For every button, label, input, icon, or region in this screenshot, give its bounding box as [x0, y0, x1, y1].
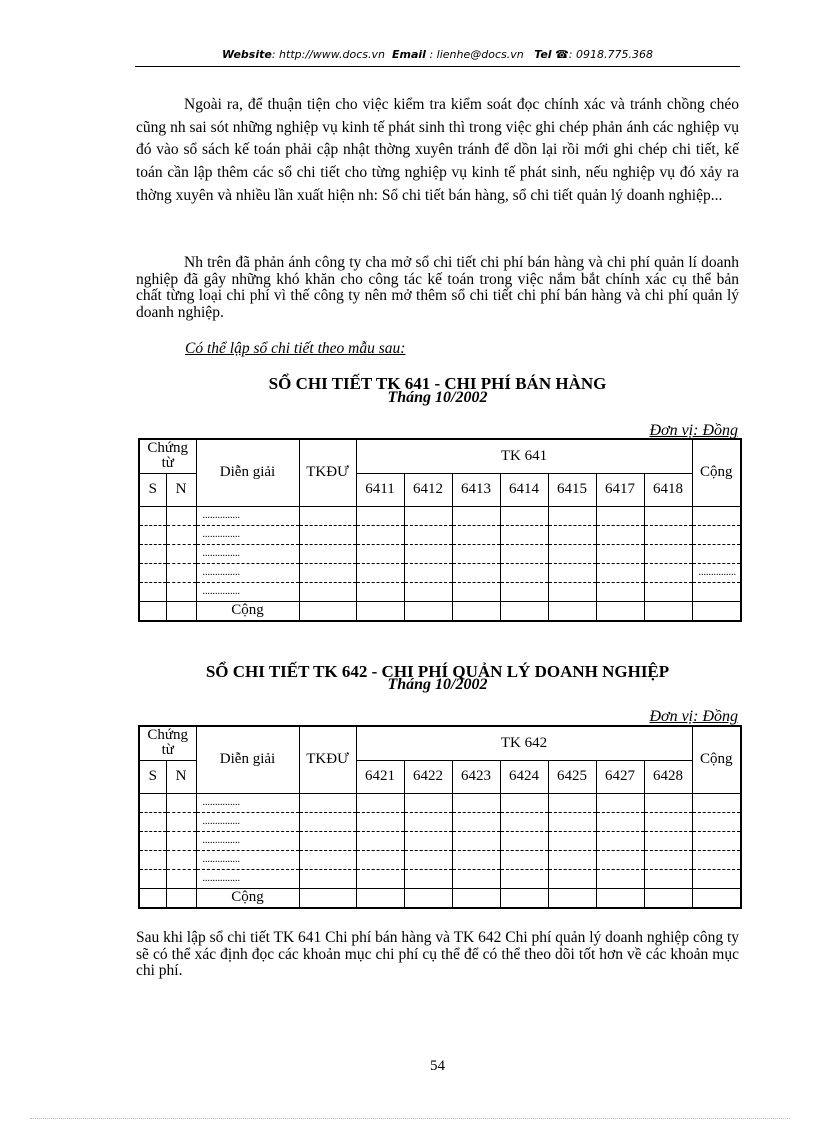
closing-paragraph: Sau khi lập sổ chi tiết TK 641 Chi phí bán hàng và TK 642 Chi phí quản lý doanh nghiệp công ty sẽ có thể xác định đọc các khoản mục chi phí cụ thể để có thể theo dõi tốt hơn về các khoản mục chi phí.	[136, 929, 740, 979]
placeholder-dots: ...............	[196, 506, 299, 525]
paragraph-2: Nh trên đã phản ánh công ty cha mở sổ chi tiết chi phí bán hàng và chi phí quản lí doanh nghiệp đã gây những khó khăn cho công tác kế toán trong việc nắm bắt chính xác cụ thể bản chất từng loại chi phí vì thế công ty nên mở thêm sổ chi tiết chi phí bán hàng và chi phí quản lý doanh nghiệp.	[136, 254, 739, 321]
telephone-icon: ☎	[555, 48, 569, 61]
table-row	[139, 525, 741, 544]
table2-title: SỔ CHI TIẾT TK 642 - CHI PHÍ QUẢN LÝ DOANH NGHIỆP	[205, 662, 670, 681]
table-row	[139, 869, 741, 888]
total-row	[139, 601, 741, 621]
total-label: Cộng	[196, 888, 299, 908]
placeholder-dots: ...............	[196, 582, 299, 601]
table-row	[139, 506, 741, 525]
table1-title: SỔ CHI TIẾT TK 641 - CHI PHÍ BÁN HÀNG	[268, 374, 607, 393]
email-value: : lienhe@docs.vn	[429, 48, 524, 61]
col-group-tk641: TK 641	[356, 439, 692, 473]
col-6413: 6413	[452, 473, 500, 506]
col-6423: 6423	[452, 760, 500, 793]
placeholder-dots: ...............	[196, 869, 299, 888]
table1-unit: Đơn vị: Đồng	[649, 422, 738, 439]
placeholder-dots: ...............	[196, 850, 299, 869]
table-row	[139, 544, 741, 563]
tel-label: Tel	[534, 48, 552, 61]
col-6417: 6417	[596, 473, 644, 506]
col-s: S	[139, 760, 166, 793]
placeholder-dots: ...............	[196, 563, 299, 582]
col-6424: 6424	[500, 760, 548, 793]
email-label: Email	[392, 48, 426, 61]
placeholder-dots: ...............	[692, 563, 741, 582]
total-row	[139, 888, 741, 908]
col-cong: Cộng	[692, 726, 741, 793]
paragraph-1: Ngoài ra, để thuận tiện cho việc kiểm tra kiểm soát đọc chính xác và tránh chồng chéo cũng nh sai sót những nghiệp vụ kinh tế phát sinh thì trong việc ghi chép phản ánh các nghiệp vụ đó vào sổ sách kế toán phải cập nhật thờng xuyên tránh để dồn lại rồi mới ghi chép chi tiết, kế toán cần lập thêm các sổ chi tiết cho từng nghiệp vụ kinh tế phát sinh, nếu nghiệp vụ đó xảy ra thờng xuyên và nhiều lần xuất hiện nh: Sổ chi tiết bán hàng, sổ chi tiết quản lý doanh nghiệp...	[136, 96, 739, 204]
table-row	[139, 831, 741, 850]
col-chung-tu: Chứng từ	[139, 726, 196, 760]
table2-unit: Đơn vị: Đồng	[649, 708, 738, 725]
total-label: Cộng	[196, 601, 299, 621]
placeholder-dots: ...............	[196, 544, 299, 563]
placeholder-dots: ...............	[196, 812, 299, 831]
header-divider	[135, 66, 740, 67]
website-label: Website	[222, 48, 272, 61]
table2-subtitle: Tháng 10/2002	[387, 676, 488, 693]
col-6421: 6421	[356, 760, 404, 793]
table-row	[139, 563, 741, 582]
col-6428: 6428	[644, 760, 692, 793]
col-6427: 6427	[596, 760, 644, 793]
col-n: N	[166, 760, 196, 793]
col-6425: 6425	[548, 760, 596, 793]
ledger-table-641	[138, 438, 742, 622]
website-value: : http://www.docs.vn	[271, 48, 386, 61]
col-6412: 6412	[404, 473, 452, 506]
col-tkdu: TKĐƯ	[299, 439, 356, 506]
footer-rule	[30, 1118, 790, 1119]
col-dien-giai: Diễn giải	[196, 439, 299, 506]
col-tkdu: TKĐƯ	[299, 726, 356, 793]
tel-value: : 0918.775.368	[568, 48, 653, 61]
col-6414: 6414	[500, 473, 548, 506]
col-group-tk642: TK 642	[356, 726, 692, 760]
col-6418: 6418	[644, 473, 692, 506]
col-dien-giai: Diễn giải	[196, 726, 299, 793]
col-s: S	[139, 473, 166, 506]
col-chung-tu: Chứng từ	[139, 439, 196, 473]
table1-subtitle: Tháng 10/2002	[387, 389, 488, 406]
col-6422: 6422	[404, 760, 452, 793]
table-row	[139, 850, 741, 869]
table-row	[139, 582, 741, 601]
subheading: Có thể lập sổ chi tiết theo mẫu sau:	[185, 340, 406, 357]
col-n: N	[166, 473, 196, 506]
col-6411: 6411	[356, 473, 404, 506]
placeholder-dots: ...............	[196, 525, 299, 544]
placeholder-dots: ...............	[196, 831, 299, 850]
page-header	[135, 48, 740, 61]
placeholder-dots: ...............	[196, 793, 299, 812]
table-row	[139, 793, 741, 812]
ledger-table-642	[138, 725, 742, 909]
table-row	[139, 812, 741, 831]
col-6415: 6415	[548, 473, 596, 506]
page-number: 54	[430, 1058, 445, 1074]
col-cong: Cộng	[692, 439, 741, 506]
